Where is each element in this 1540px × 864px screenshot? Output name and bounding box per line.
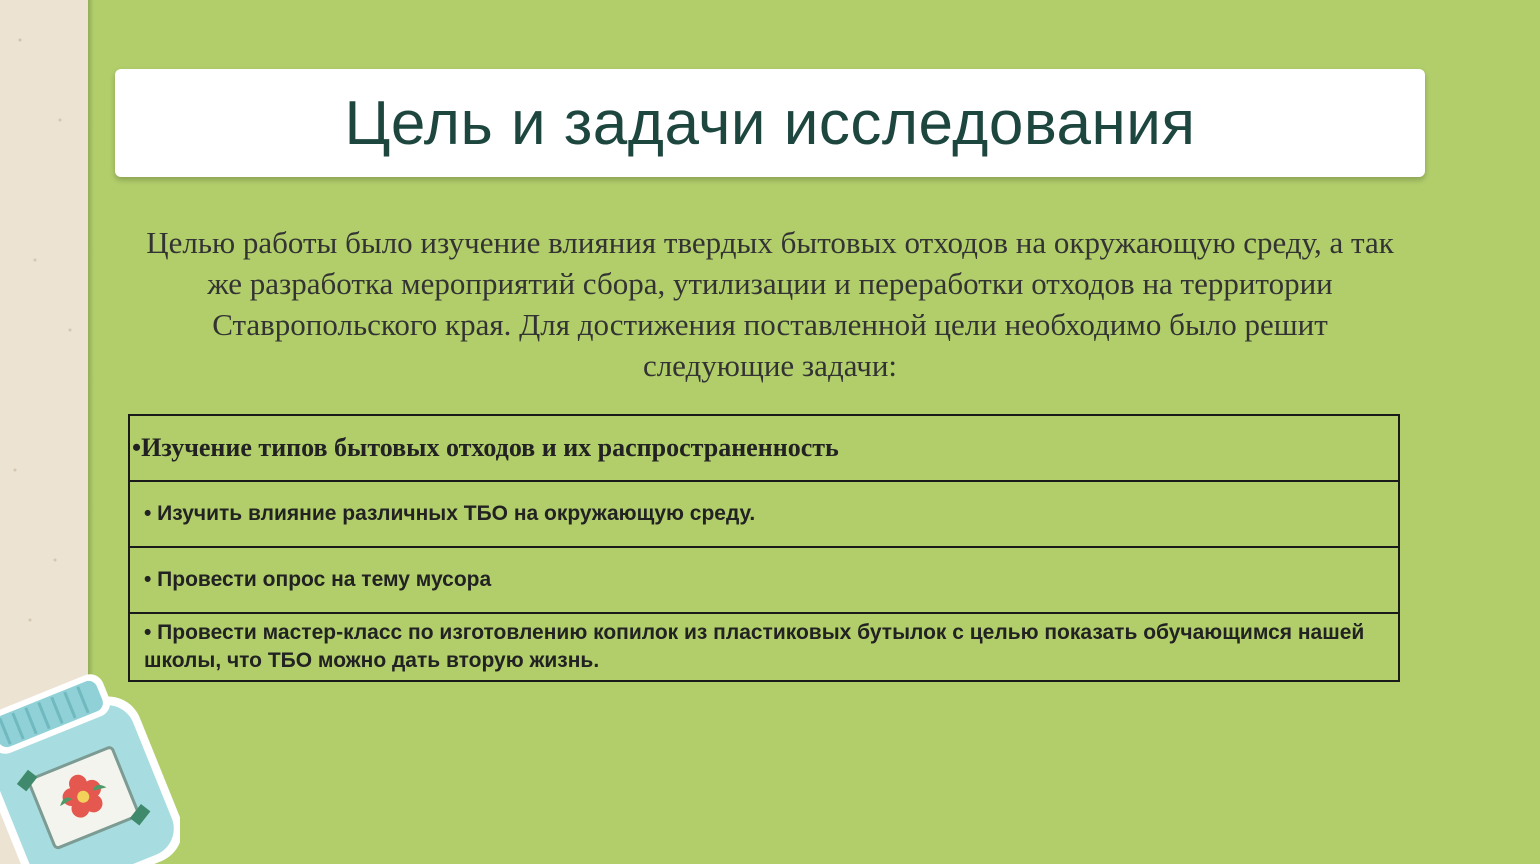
task-cell: • Изучить влияние различных ТБО на окружающую среду. (129, 481, 1399, 547)
task-cell: •Изучение типов бытовых отходов и их распространенность (129, 415, 1399, 481)
table-row (129, 481, 1399, 547)
table-row (129, 613, 1399, 681)
intro-paragraph: Целью работы было изучение влияния твердых бытовых отходов на окружающую среду, а так же разработка мероприятий сбора, утилизации и переработки отходов на территории Ставропольского края. Для достижения поставленной цели необходимо было решит следующие задачи: (146, 225, 1394, 383)
title-box (115, 69, 1425, 177)
tasks-table (128, 414, 1400, 682)
task-cell: • Провести мастер-класс по изготовлению копилок из пластиковых бутылок с целью показать обучающимся нашей школы, что ТБО можно дать вторую жизнь. (129, 613, 1399, 681)
slide-title: Цель и задачи исследования (344, 88, 1196, 158)
jar-with-flower-icon (0, 650, 180, 864)
table-row (129, 547, 1399, 613)
table-row (129, 415, 1399, 481)
task-cell: • Провести опрос на тему мусора (129, 547, 1399, 613)
